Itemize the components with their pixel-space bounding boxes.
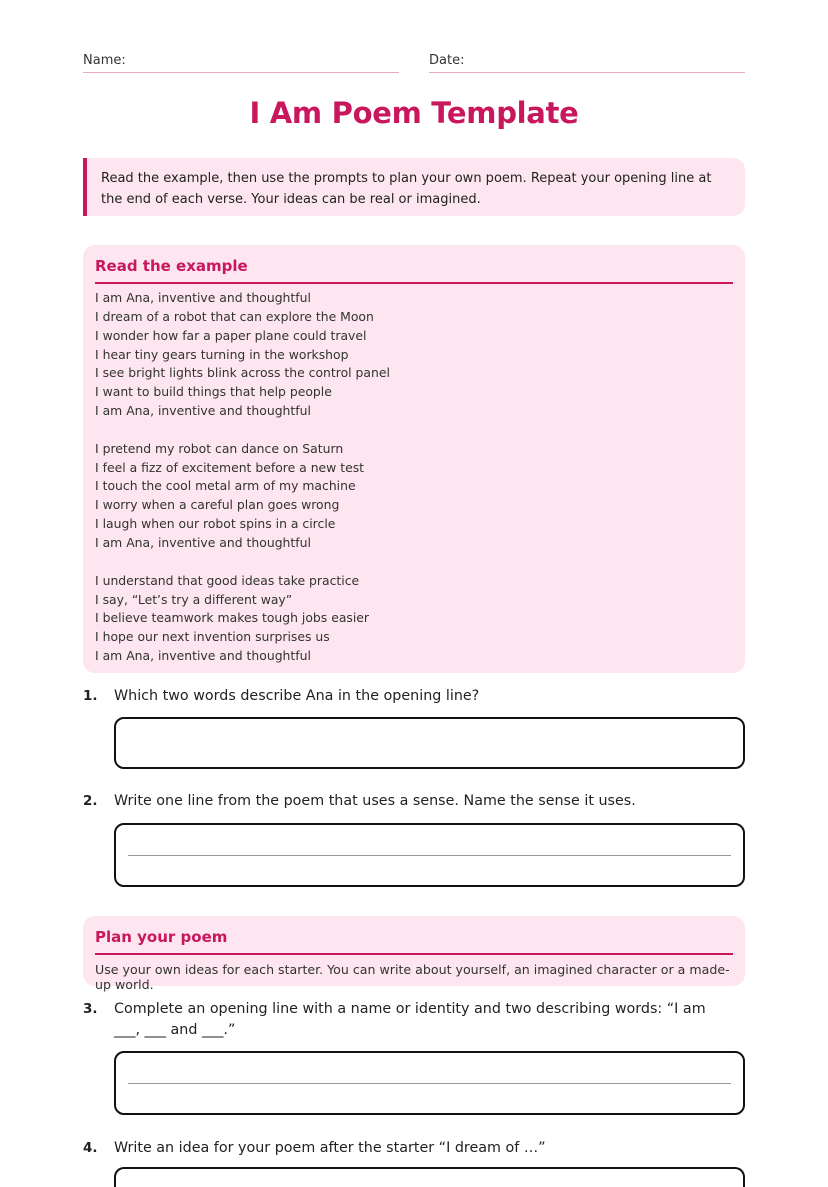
example-poem: [95, 289, 733, 666]
poem-line: I feel a fizz of excitement before a new test: [95, 459, 365, 475]
date-field-line[interactable]: [429, 72, 745, 73]
example-heading: Read the example: [95, 245, 733, 284]
name-label: Name:: [83, 53, 126, 68]
plan-panel: [83, 916, 745, 992]
answer-box[interactable]: [114, 717, 745, 769]
poem-line: I believe teamwork makes tough jobs easier: [95, 610, 370, 626]
poem-verse: [95, 440, 733, 553]
poem-line: I am Ana, inventive and thoughtful: [95, 290, 311, 305]
poem-line: I am Ana, inventive and thoughtful: [95, 403, 311, 419]
answer-rule: [128, 1083, 731, 1084]
date-label: Date:: [429, 53, 465, 68]
question-text: Write an idea for your poem after the starter “I dream of …”: [114, 1140, 546, 1156]
question-number: 1.: [83, 688, 98, 704]
name-field-line[interactable]: [83, 72, 399, 73]
plan-heading: Plan your poem: [95, 916, 733, 955]
answer-box[interactable]: [114, 823, 745, 887]
poem-line: I want to build things that help people: [95, 384, 332, 400]
example-panel: [83, 245, 745, 673]
question-number: 4.: [83, 1140, 98, 1156]
poem-verse: [95, 572, 733, 666]
answer-box[interactable]: [114, 1167, 745, 1187]
question-text: Complete an opening line with a name or identity and two describing words: “I am ___, ___ and ___.”: [114, 1001, 706, 1038]
intro-callout: Read the example, then use the prompts to plan your own poem. Repeat your opening line at the end of each verse. Your ideas can be real or imagined.: [83, 158, 745, 216]
poem-line: I am Ana, inventive and thoughtful: [95, 648, 311, 664]
poem-line: I laugh when our robot spins in a circle: [95, 516, 336, 532]
question-number: 3.: [83, 1001, 98, 1017]
verse-gap: [95, 553, 733, 572]
question-text: Write one line from the poem that uses a sense. Name the sense it uses.: [114, 793, 636, 809]
poem-verse: [95, 289, 733, 421]
poem-line: I dream of a robot that can explore the Moon: [95, 308, 374, 324]
poem-line: I say, “Let’s try a different way”: [95, 591, 293, 607]
poem-line: I worry when a careful plan goes wrong: [95, 497, 340, 513]
plan-note: Use your own ideas for each starter. You can write about yourself, an imagined character or a made-up world.: [95, 962, 730, 992]
answer-rule: [128, 855, 731, 856]
poem-line: I am Ana, inventive and thoughtful: [95, 534, 311, 550]
poem-line: I hear tiny gears turning in the workshop: [95, 346, 349, 362]
question-text: Which two words describe Ana in the opening line?: [114, 688, 480, 704]
poem-line: I understand that good ideas take practice: [95, 572, 360, 588]
poem-line: I pretend my robot can dance on Saturn: [95, 440, 344, 456]
page-title: I Am Poem Template: [249, 96, 579, 130]
poem-line: I hope our next invention surprises us: [95, 629, 330, 645]
poem-line: I see bright lights blink across the control panel: [95, 365, 390, 381]
verse-gap: [95, 421, 733, 440]
question-number: 2.: [83, 793, 98, 809]
answer-box[interactable]: [114, 1051, 745, 1115]
poem-line: I wonder how far a paper plane could travel: [95, 327, 367, 343]
poem-line: I touch the cool metal arm of my machine: [95, 478, 356, 494]
